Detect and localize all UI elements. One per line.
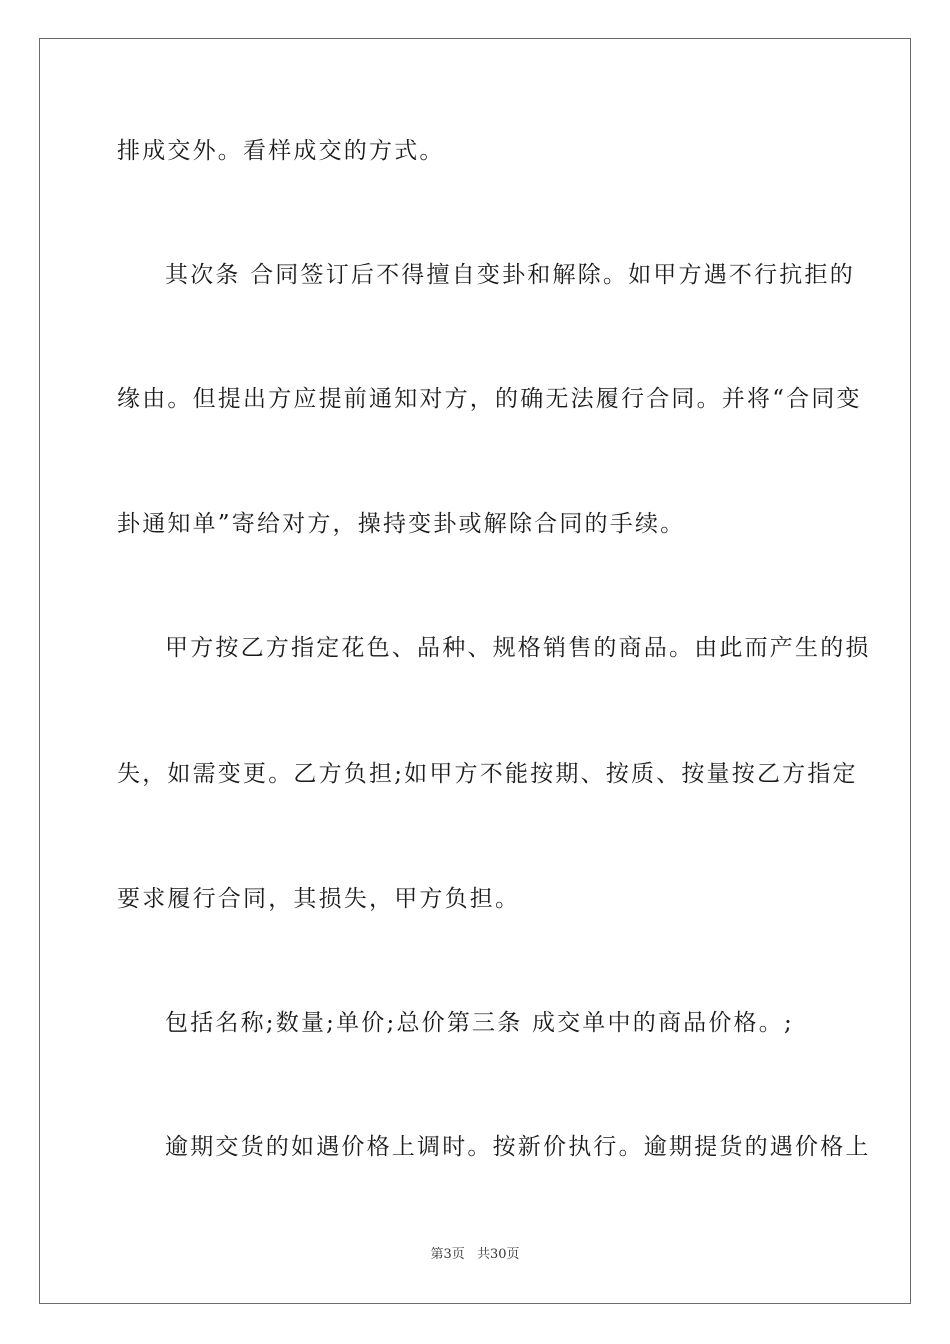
paragraph-line: 包括名称;数量;单价;总价第三条 成交单中的商品价格。; (165, 1010, 794, 1036)
paragraph-line: 要求履行合同，其损失，甲方负担。 (117, 886, 521, 912)
total-pages: 共30页 (476, 1247, 520, 1262)
paragraph-line: 失，如需变更。乙方负担;如甲方不能按期、按质、按量按乙方指定 (117, 761, 858, 787)
page-footer (0, 1247, 950, 1263)
paragraph-line: 排成交外。看样成交的方式。 (117, 138, 445, 164)
page-number: 第3页 (430, 1247, 465, 1262)
paragraph-line: 其次条 合同签订后不得擅自变卦和解除。如甲方遇不行抗拒的 (165, 262, 855, 288)
paragraph-line: 逾期交货的如遇价格上调时。按新价执行。逾期提货的遇价格上 (165, 1134, 871, 1160)
paragraph-line: 缘由。但提出方应提前通知对方，的确无法履行合同。并将“合同变 (117, 386, 862, 412)
page-border (39, 38, 911, 1304)
paragraph-line: 卦通知单”寄给对方，操持变卦或解除合同的手续。 (117, 511, 686, 537)
paragraph-line: 甲方按乙方指定花色、品种、规格销售的商品。由此而产生的损 (165, 635, 871, 661)
